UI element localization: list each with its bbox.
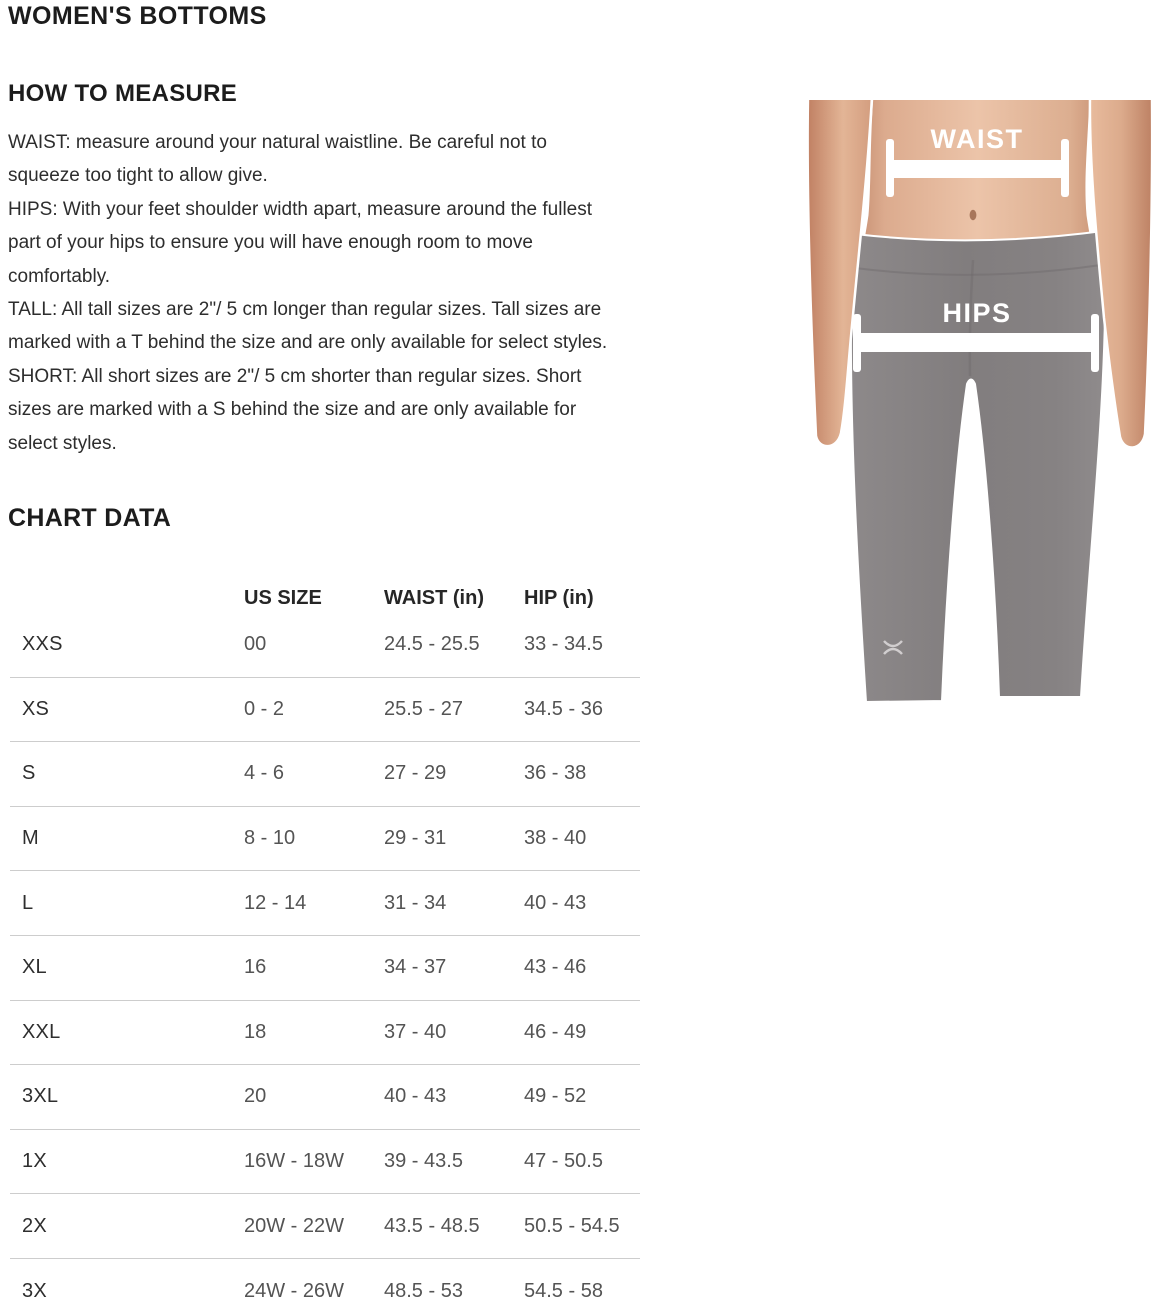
measure-instructions — [8, 126, 668, 460]
table-row — [10, 613, 640, 678]
size-label: XS — [22, 697, 50, 720]
navel — [970, 210, 977, 220]
col-header-waist: WAIST (in) — [384, 586, 484, 609]
instruction-line: select styles. — [8, 432, 117, 454]
us-size-value: 8 - 10 — [244, 827, 296, 850]
table-header-row — [10, 583, 640, 613]
us-size-value: 24W - 26W — [244, 1279, 345, 1302]
waist-value: 25.5 - 27 — [384, 697, 463, 720]
table-row — [10, 1130, 640, 1195]
hip-value: 43 - 46 — [524, 956, 587, 979]
hip-value: 49 - 52 — [524, 1085, 587, 1108]
us-size-value: 4 - 6 — [244, 762, 285, 785]
waist-value: 27 - 29 — [384, 762, 447, 785]
page-title: WOMEN'S BOTTOMS — [8, 2, 267, 30]
us-size-value: 20W - 22W — [244, 1214, 345, 1237]
leggings-model-illustration — [795, 100, 1160, 710]
hip-value: 34.5 - 36 — [524, 697, 603, 720]
hip-value: 40 - 43 — [524, 891, 587, 914]
hip-value: 47 - 50.5 — [524, 1150, 603, 1173]
instruction-line: WAIST: measure around your natural waistline. Be careful not to — [8, 132, 547, 153]
us-size-value: 16 — [244, 956, 267, 979]
col-header-us-size: US SIZE — [244, 586, 322, 609]
waist-value: 31 - 34 — [384, 891, 447, 914]
size-label: XXS — [22, 633, 63, 656]
us-size-value: 0 - 2 — [244, 697, 285, 720]
instruction-line: part of your hips to ensure you will have enough room to move — [8, 232, 533, 254]
size-label: 2X — [22, 1214, 47, 1237]
size-label: L — [22, 891, 34, 914]
table-row — [10, 807, 640, 872]
us-size-value: 20 — [244, 1085, 267, 1108]
hip-value: 38 - 40 — [524, 827, 587, 850]
hip-value: 36 - 38 — [524, 762, 587, 785]
hip-value: 46 - 49 — [524, 1020, 587, 1043]
table-row — [10, 742, 640, 807]
hips-label: HIPS — [942, 298, 1012, 328]
size-label: M — [22, 827, 39, 850]
table-body — [10, 613, 640, 1303]
waist-value: 29 - 31 — [384, 827, 447, 850]
table-row — [10, 1259, 640, 1303]
size-label: 3X — [22, 1279, 47, 1302]
waist-value: 24.5 - 25.5 — [384, 633, 480, 656]
us-size-value: 18 — [244, 1020, 267, 1043]
waist-value: 40 - 43 — [384, 1085, 447, 1108]
size-label: 3XL — [22, 1085, 59, 1108]
table-row — [10, 871, 640, 936]
table-row — [10, 678, 640, 743]
measurement-figure — [795, 100, 1160, 710]
waist-value: 39 - 43.5 — [384, 1150, 463, 1173]
table-row — [10, 936, 640, 1001]
size-label: S — [22, 762, 36, 785]
col-header-hip: HIP (in) — [524, 586, 594, 609]
table-row — [10, 1001, 640, 1066]
waist-value: 34 - 37 — [384, 956, 447, 979]
chart-data-heading: CHART DATA — [8, 504, 172, 532]
size-chart-table — [10, 583, 640, 1303]
instruction-line: marked with a T behind the size and are only available for select styles. — [8, 332, 608, 354]
instruction-line: squeeze too tight to allow give. — [8, 165, 268, 187]
waist-value: 48.5 - 53 — [384, 1279, 463, 1302]
hip-value: 33 - 34.5 — [524, 633, 603, 656]
instruction-line: HIPS: With your feet shoulder width apart, measure around the fullest — [8, 198, 593, 220]
instruction-line: sizes are marked with a S behind the size and are only available for — [8, 399, 577, 421]
size-label: 1X — [22, 1150, 47, 1173]
us-size-value: 00 — [244, 633, 267, 656]
hip-value: 50.5 - 54.5 — [524, 1214, 620, 1237]
size-label: XL — [22, 956, 47, 979]
size-label: XXL — [22, 1020, 61, 1043]
instruction-line: SHORT: All short sizes are 2"/ 5 cm shorter than regular sizes. Short — [8, 365, 582, 387]
table-row — [10, 1065, 640, 1130]
how-to-measure-heading: HOW TO MEASURE — [8, 80, 238, 107]
us-size-value: 16W - 18W — [244, 1150, 345, 1173]
us-size-value: 12 - 14 — [244, 891, 307, 914]
waist-label: WAIST — [930, 124, 1024, 154]
instruction-line: TALL: All tall sizes are 2"/ 5 cm longer than regular sizes. Tall sizes are — [8, 299, 602, 321]
hip-value: 54.5 - 58 — [524, 1279, 603, 1302]
table-row — [10, 1194, 640, 1259]
instruction-line: comfortably. — [8, 265, 111, 287]
waist-value: 43.5 - 48.5 — [384, 1214, 480, 1237]
waist-value: 37 - 40 — [384, 1020, 447, 1043]
